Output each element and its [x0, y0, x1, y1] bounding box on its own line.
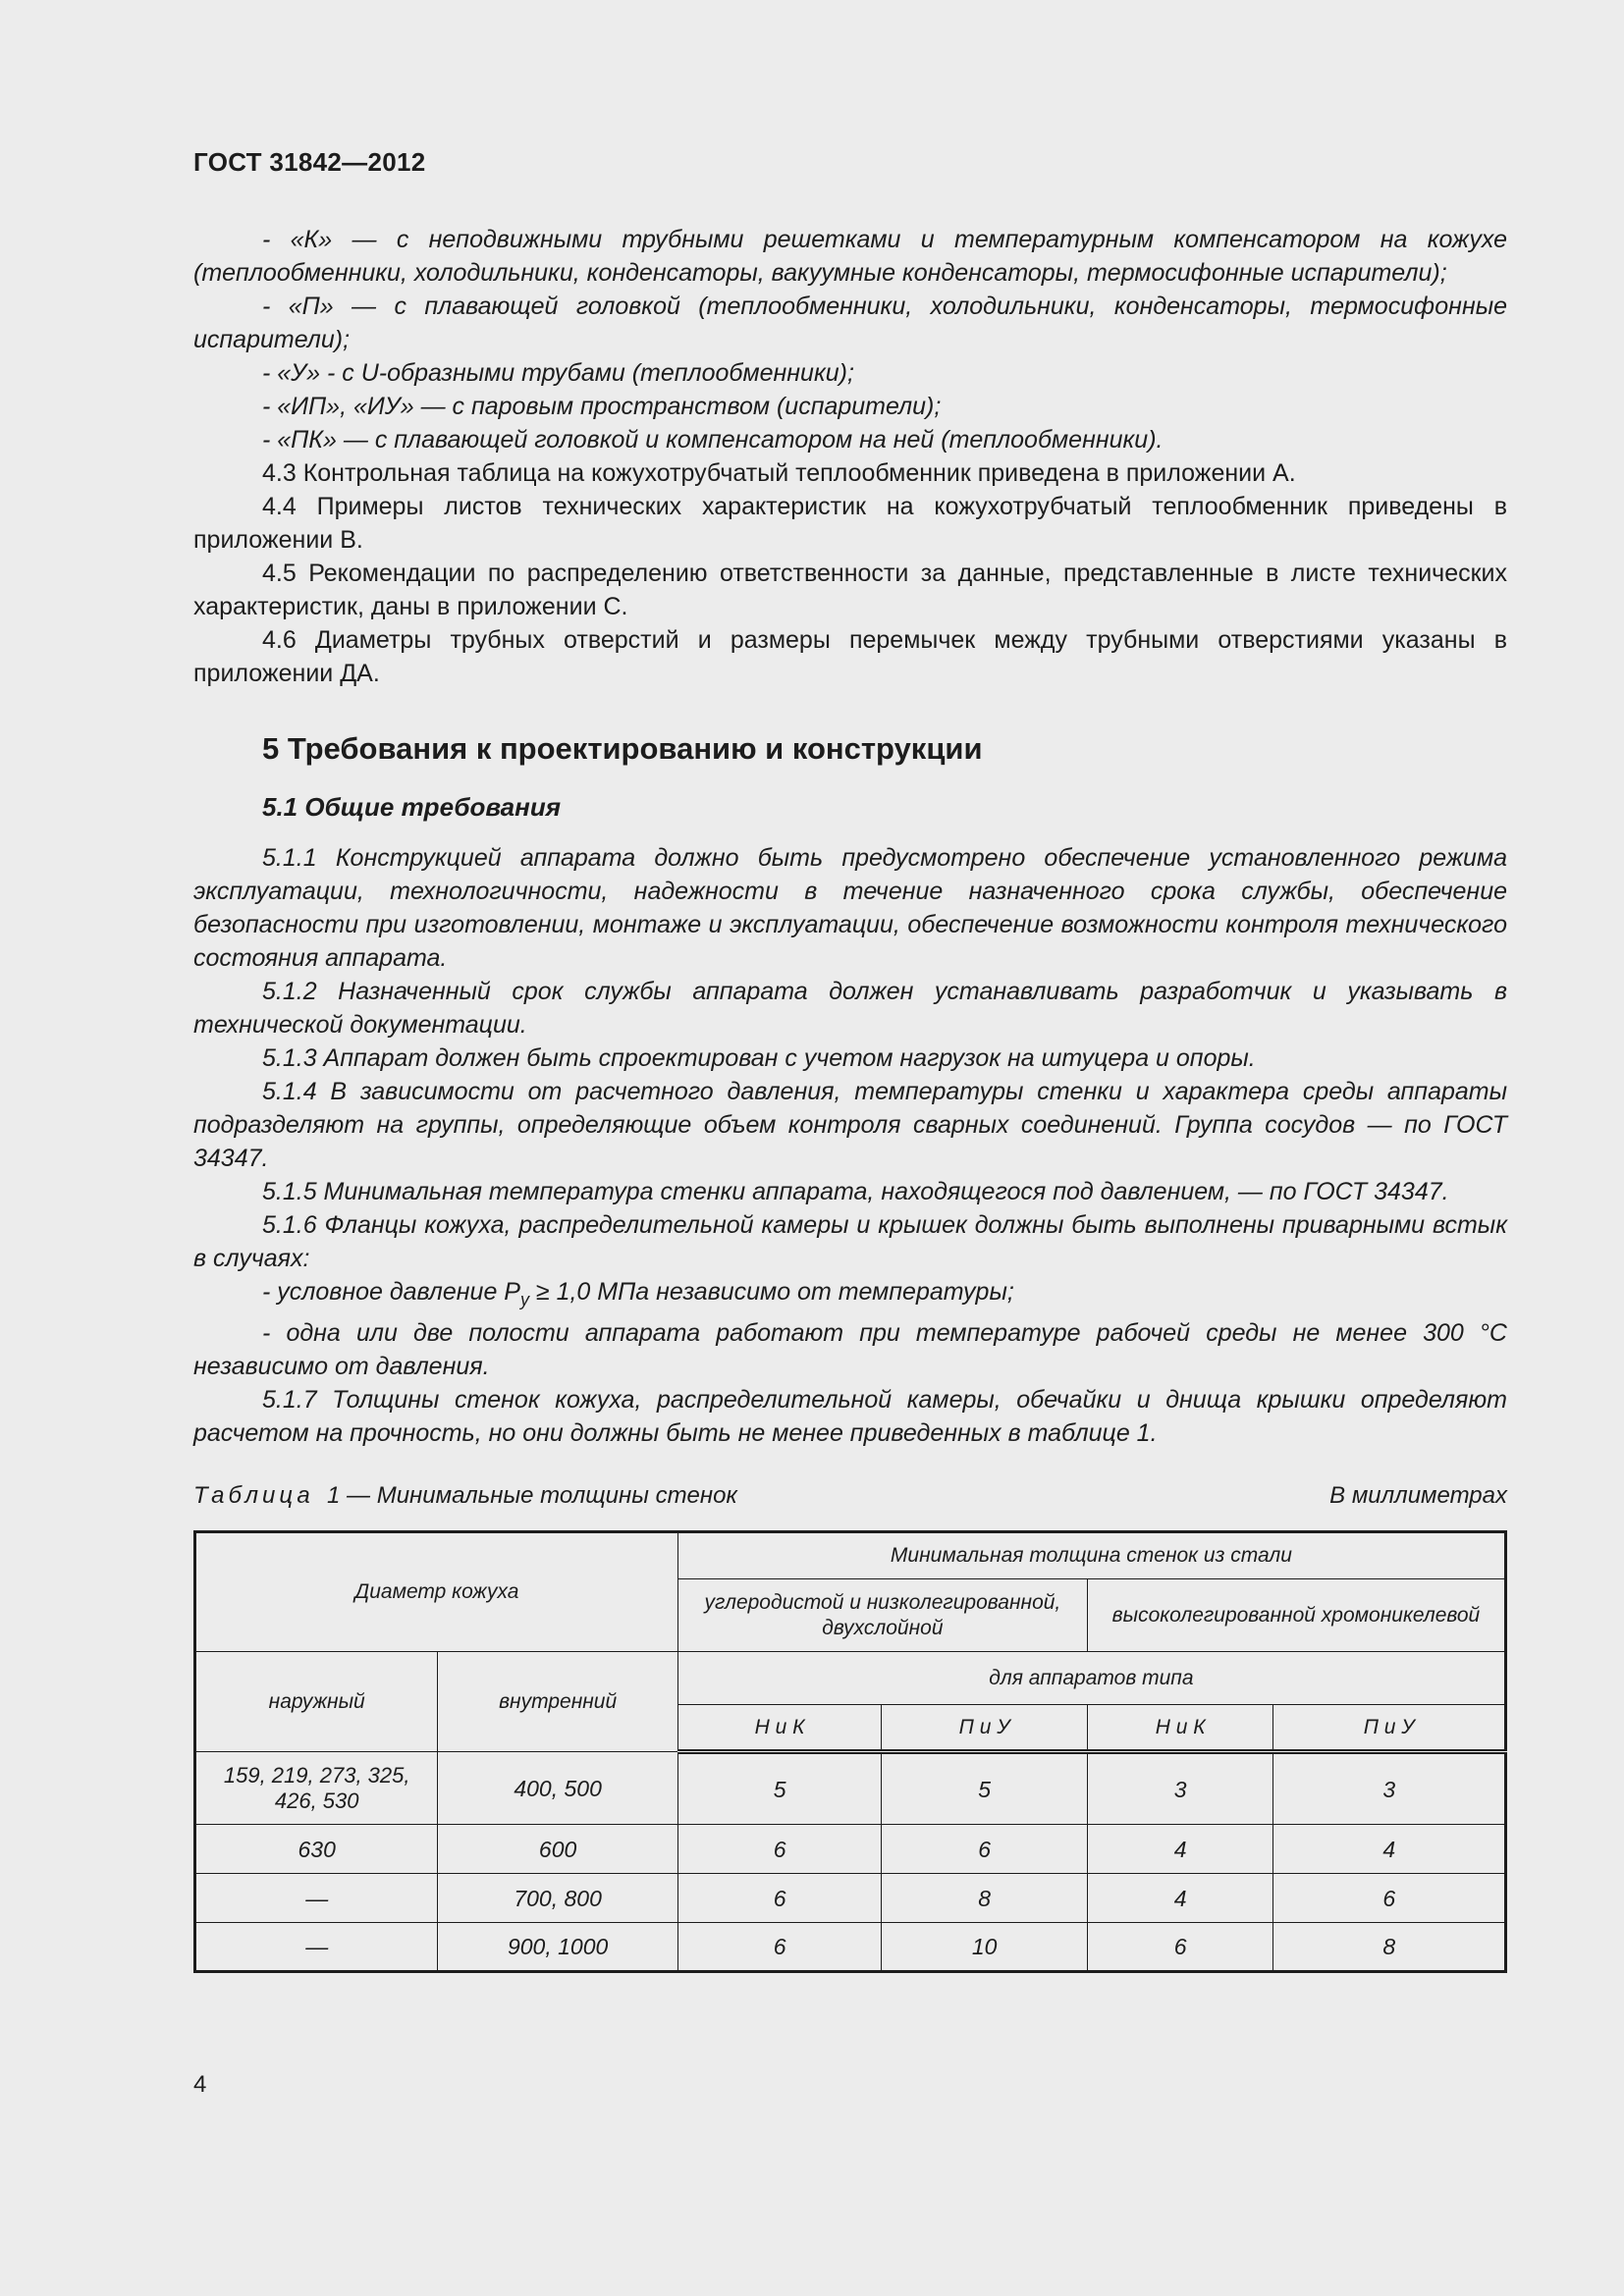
paragraph-5-1-7: 5.1.7 Толщины стенок кожуха, распределительной камеры, обечайки и днища крышки определяют расчетом на прочность, но они должны быть не менее приведенных в таблице 1. [193, 1386, 1507, 1447]
document-body [193, 223, 1507, 1973]
table-title-text: 1 — Минимальные толщины стенок [327, 1482, 737, 1509]
list-item-pressure [193, 1275, 1507, 1316]
paragraph-5-1-5: 5.1.5 Минимальная температура стенки аппарата, находящегося под давлением, — по ГОСТ 34347. [262, 1178, 1449, 1205]
section-title: 5 Требования к проектированию и конструкции [262, 731, 983, 766]
table-cell: 6 [882, 1825, 1088, 1874]
list-item-temperature: - одна или две полости аппарата работают при температуре рабочей среды не менее 300 °С независимо от давления. [193, 1319, 1507, 1380]
table-cell: 5 [882, 1752, 1088, 1825]
thickness-table [193, 1530, 1507, 1973]
paragraph-4-3: 4.3 Контрольная таблица на кожухотрубчатый теплообменник приведена в приложении А. [262, 459, 1296, 487]
table-cell: 6 [677, 1874, 882, 1923]
paragraph-5-1-2: 5.1.2 Назначенный срок службы аппарата должен устанавливать разработчик и указывать в технической документации. [193, 978, 1507, 1039]
table-units: В миллиметрах [1329, 1482, 1507, 1509]
table-label: Таблица [193, 1482, 314, 1509]
table-row [195, 1825, 1506, 1874]
pressure-text-end: ≥ 1,0 МПа независимо от температуры; [528, 1278, 1014, 1306]
paragraph-5-1-4: 5.1.4 В зависимости от расчетного давления, температуры стенки и характера среды аппараты подразделяют на группы, определяющие объем контроля сварных соединений. Группа сосудов — по ГОСТ 34347. [193, 1078, 1507, 1172]
header-min-thickness: Минимальная толщина стенок из стали [677, 1532, 1505, 1579]
header-high-alloy-steel: высоколегированной хромоникелевой [1087, 1579, 1505, 1652]
table-cell: 4 [1087, 1874, 1273, 1923]
table-cell: 10 [882, 1923, 1088, 1972]
document-header: ГОСТ 31842—2012 [193, 147, 426, 177]
subsection-title: 5.1 Общие требования [262, 792, 562, 822]
header-type-col: П и У [882, 1705, 1088, 1752]
list-item: - «ПК» — с плавающей головкой и компенсатором на ней (теплообменники). [262, 426, 1164, 454]
table-cell: 159, 219, 273, 325, 426, 530 [195, 1752, 438, 1825]
table-cell: 700, 800 [438, 1874, 677, 1923]
table-row [195, 1923, 1506, 1972]
paragraph-5-1-6: 5.1.6 Фланцы кожуха, распределительной камеры и крышек должны быть выполнены приварными встык в случаях: [193, 1211, 1507, 1272]
table-cell: 6 [677, 1825, 882, 1874]
paragraph-4-5: 4.5 Рекомендации по распределению ответственности за данные, представленные в листе технических характеристик, даны в приложении С. [193, 560, 1507, 620]
table-cell: 630 [195, 1825, 438, 1874]
table-cell: 6 [1273, 1874, 1506, 1923]
list-item: - «ИП», «ИУ» — с паровым пространством (испарители); [262, 393, 942, 420]
table-cell: 6 [677, 1923, 882, 1972]
list-item: - «К» — с неподвижными трубными решетками и температурным компенсатором на кожухе (теплообменники, холодильники, конденсаторы, вакуумные конденсаторы, термосифонные испарители); [193, 226, 1507, 287]
header-type-col: П и У [1273, 1705, 1506, 1752]
table-cell: 3 [1087, 1752, 1273, 1825]
table-caption [193, 1479, 1507, 1513]
table-cell: 4 [1087, 1825, 1273, 1874]
table-title [193, 1479, 737, 1513]
table-cell: 4 [1273, 1825, 1506, 1874]
list-item: - «П» — с плавающей головкой (теплообменники, холодильники, конденсаторы, термосифонные испарители); [193, 293, 1507, 353]
table-cell: 3 [1273, 1752, 1506, 1825]
paragraph-4-4: 4.4 Примеры листов технических характеристик на кожухотрубчатый теплообменник приведены в приложении В. [193, 493, 1507, 554]
paragraph-5-1-3: 5.1.3 Аппарат должен быть спроектирован с учетом нагрузок на штуцера и опоры. [262, 1044, 1256, 1072]
table-cell: — [195, 1923, 438, 1972]
header-type-col: Н и К [677, 1705, 882, 1752]
table-row [195, 1752, 1506, 1825]
header-diameter: Диаметр кожуха [195, 1532, 678, 1652]
pressure-text-start: - условное давление P [262, 1278, 520, 1306]
list-item: - «У» - с U-образными трубами (теплообменники); [262, 359, 854, 387]
table-cell: 6 [1087, 1923, 1273, 1972]
page-number: 4 [193, 2071, 207, 2098]
header-type-col: Н и К [1087, 1705, 1273, 1752]
table-cell: 900, 1000 [438, 1923, 677, 1972]
paragraph-4-6: 4.6 Диаметры трубных отверстий и размеры перемычек между трубными отверстиями указаны в приложении ДА. [193, 626, 1507, 687]
header-carbon-steel: углеродистой и низколегированной, двухслойной [677, 1579, 1087, 1652]
table-cell: 600 [438, 1825, 677, 1874]
header-apparatus-type: для аппаратов типа [677, 1652, 1505, 1705]
table-row [195, 1874, 1506, 1923]
paragraph-5-1-1: 5.1.1 Конструкцией аппарата должно быть предусмотрено обеспечение установленного режима эксплуатации, технологичности, надежности в течение назначенного срока службы, обеспечение безопасности при изготовлении, монтаже и эксплуатации, обеспечение возможности контроля технического состояния аппарата. [193, 844, 1507, 972]
pressure-subscript: у [519, 1290, 529, 1309]
header-outer: наружный [195, 1652, 438, 1752]
table-cell: 400, 500 [438, 1752, 677, 1825]
table-cell: 5 [677, 1752, 882, 1825]
table-cell: 8 [882, 1874, 1088, 1923]
table-cell: 8 [1273, 1923, 1506, 1972]
table-cell: — [195, 1874, 438, 1923]
header-inner: внутренний [438, 1652, 677, 1752]
